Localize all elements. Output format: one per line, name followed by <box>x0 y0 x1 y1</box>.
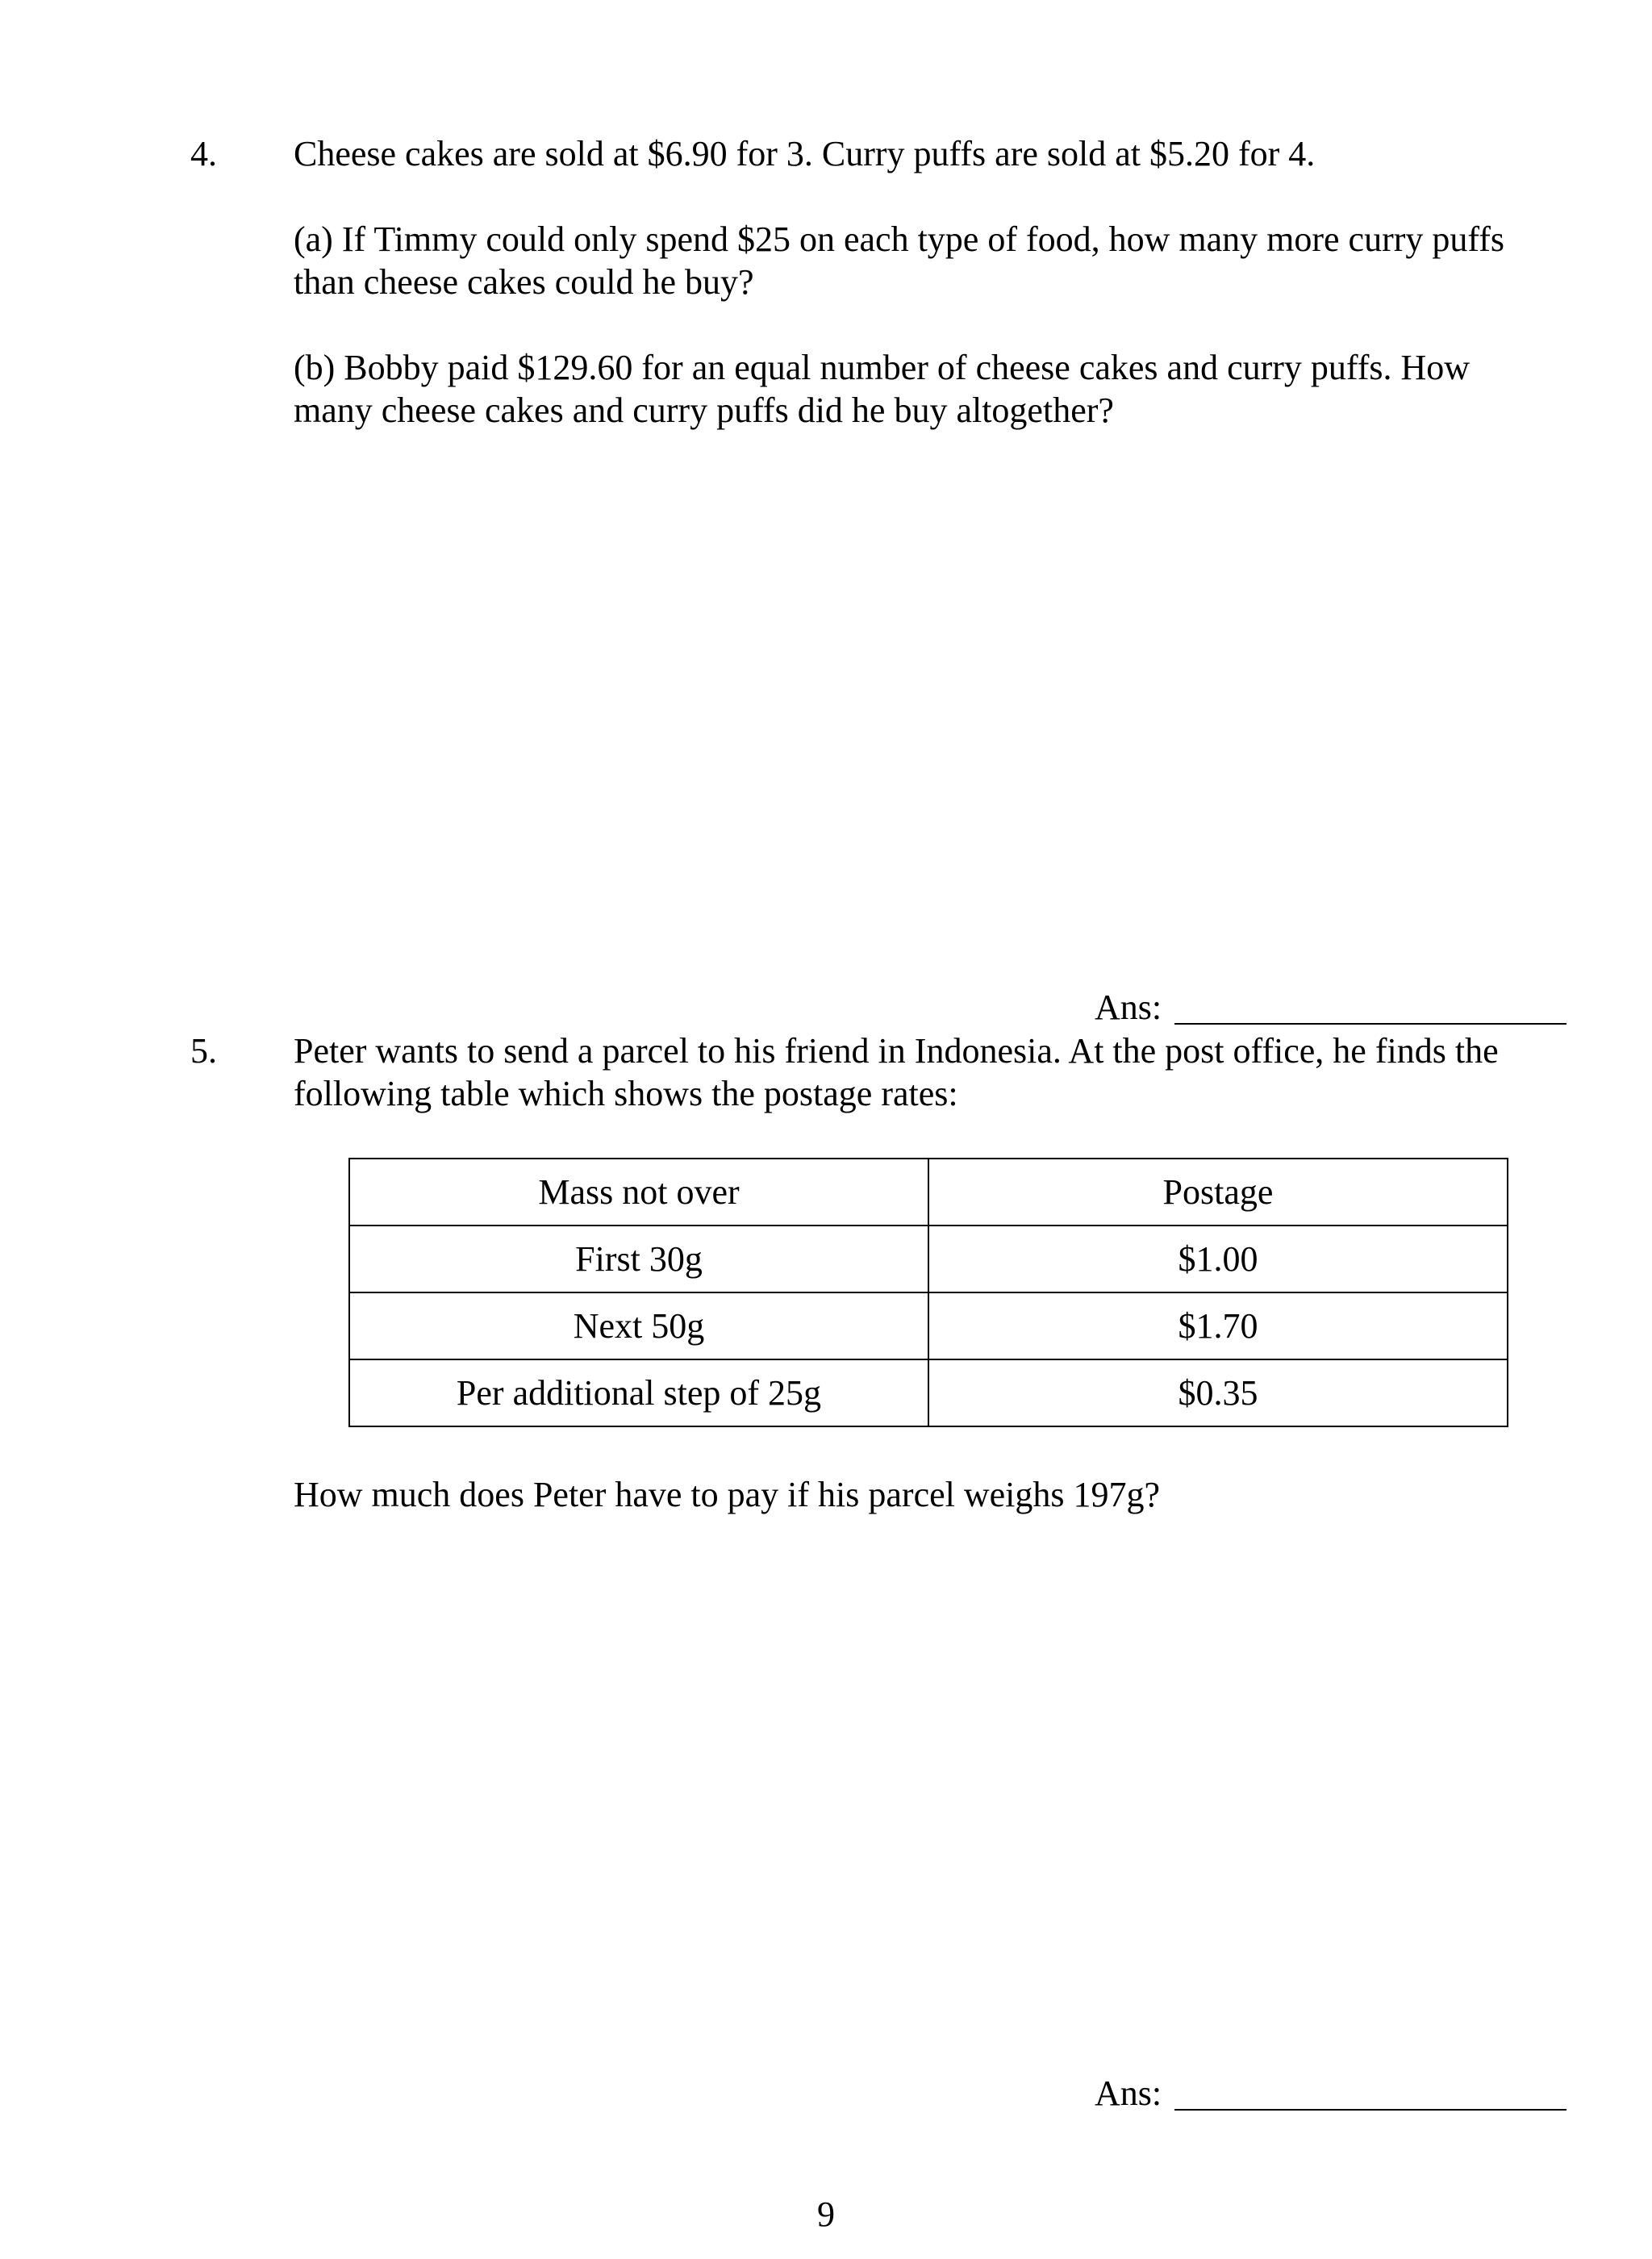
question-4-answer-label: Ans: <box>1095 988 1162 1027</box>
question-4-intro: Cheese cakes are sold at $6.90 for 3. Curry puffs are sold at $5.20 for 4. <box>294 134 1316 173</box>
table-cell: Per additional step of 25g <box>349 1359 928 1426</box>
table-cell: First 30g <box>349 1226 928 1292</box>
question-4a-line-1: (a) If Timmy could only spend $25 on each type of food, how many more curry puffs <box>294 219 1505 259</box>
question-5-prompt: How much does Peter have to pay if his parcel weighs 197g? <box>294 1475 1161 1514</box>
question-5-intro-line-2: following table which shows the postage rates: <box>294 1074 958 1113</box>
question-4b-line-2: many cheese cakes and curry puffs did he buy altogether? <box>294 390 1114 430</box>
question-4b-line-1: (b) Bobby paid $129.60 for an equal number of cheese cakes and curry puffs. How <box>294 348 1471 387</box>
table-cell: $1.70 <box>928 1292 1508 1359</box>
question-5-number: 5. <box>190 1031 217 1071</box>
question-5-answer-label: Ans: <box>1095 2073 1162 2113</box>
question-4a-line-2: than cheese cakes could he buy? <box>294 262 754 302</box>
table-header-cell: Mass not over <box>349 1159 928 1226</box>
question-5-answer-line[interactable] <box>1174 2109 1566 2111</box>
postage-rates-table <box>348 1158 1508 1427</box>
table-header-cell: Postage <box>928 1159 1508 1226</box>
table-row <box>349 1226 1508 1292</box>
table-row <box>349 1292 1508 1359</box>
table-cell: Next 50g <box>349 1292 928 1359</box>
table-cell: $0.35 <box>928 1359 1508 1426</box>
table-row <box>349 1359 1508 1426</box>
question-5-intro-line-1: Peter wants to send a parcel to his friend in Indonesia. At the post office, he finds the <box>294 1031 1499 1071</box>
question-4-number: 4. <box>190 134 217 173</box>
table-header-row <box>349 1159 1508 1226</box>
table-cell: $1.00 <box>928 1226 1508 1292</box>
question-4-answer-line[interactable] <box>1174 1023 1566 1025</box>
page-number: 9 <box>817 2194 835 2234</box>
